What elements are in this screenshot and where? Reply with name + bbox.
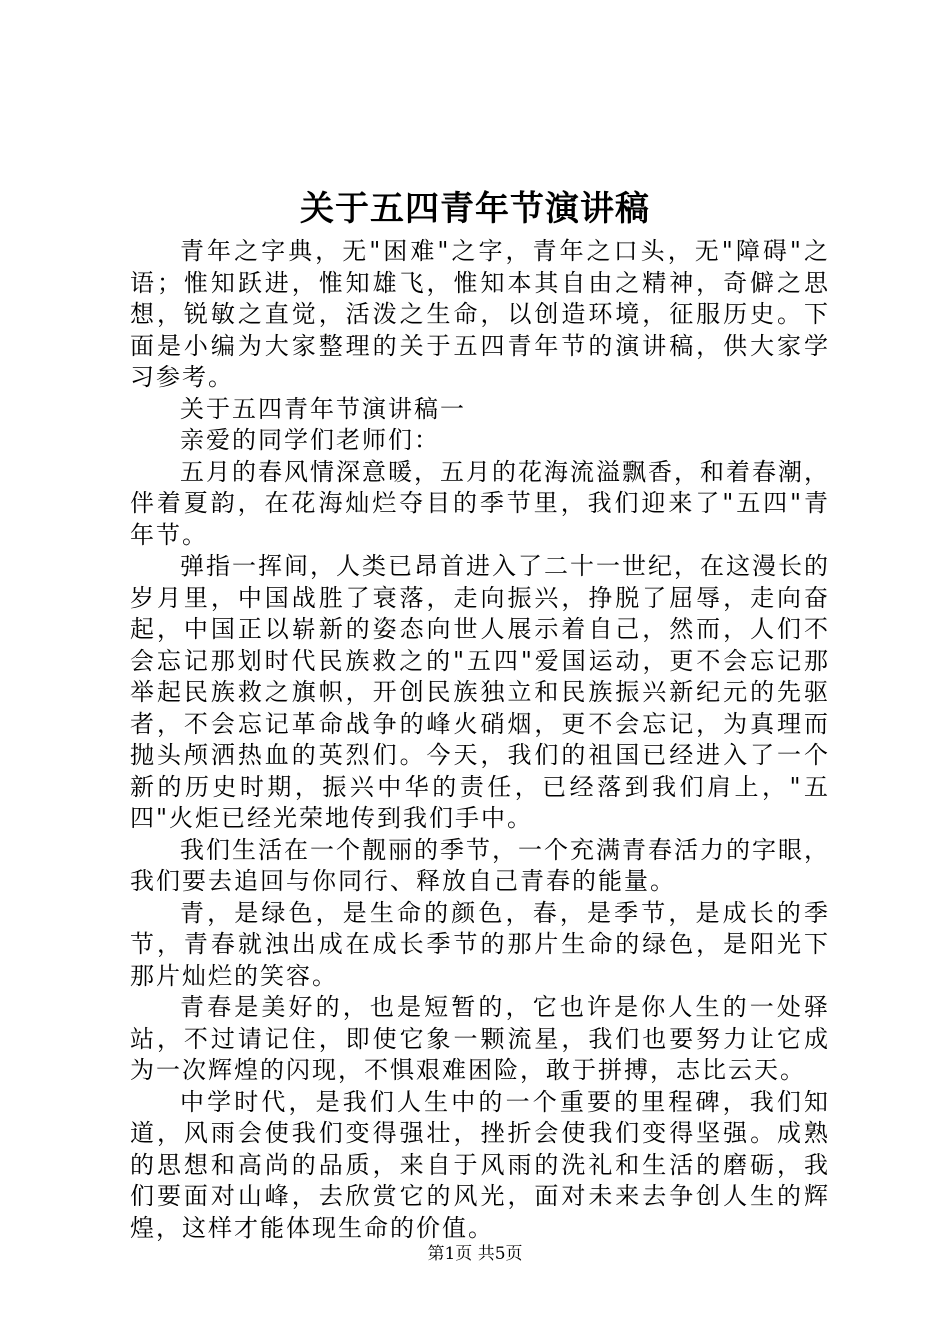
paragraph: 青春是美好的，也是短暂的，它也许是你人生的一处驿站，不过请记住，即使它象一颗流星，我们也要努力让它成为一次辉煌的闪现，不惧艰难困险，敢于拼搏，志比云天。: [130, 993, 830, 1084]
paragraph: 青年之字典，无"困难"之字，青年之口头，无"障碍"之语；惟知跃进，惟知雄飞，惟知本其自由之精神，奇僻之思想，锐敏之直觉，活泼之生命，以创造环境，征服历史。下面是小编为大家整理的关于五四青年节的演讲稿，供大家学习参考。: [130, 237, 830, 391]
paragraph: 我们生活在一个靓丽的季节，一个充满青春活力的字眼，我们要去追回与你同行、释放自己青春的能量。: [130, 835, 830, 895]
document-body: [130, 236, 830, 1244]
paragraph: 中学时代，是我们人生中的一个重要的里程碑，我们知道，风雨会使我们变得强壮，挫折会使我们变得坚强。成熟的思想和高尚的品质，来自于风雨的洗礼和生活的磨砺，我们要面对山峰，去欣赏它的风光，面对未来去争创人生的辉煌，这样才能体现生命的价值。: [130, 1087, 830, 1242]
salutation: 亲爱的同学们老师们：: [180, 426, 440, 454]
paragraph: 弹指一挥间，人类已昂首进入了二十一世纪，在这漫长的岁月里，中国战胜了衰落，走向振兴，挣脱了屈辱，走向奋起，中国正以崭新的姿态向世人展示着自己，然而，人们不会忘记那划时代民族救之的"五四"爱国运动，更不会忘记那举起民族救之旗帜，开创民族独立和民族振兴新纪元的先驱者，不会忘记革命战争的峰火硝烟，更不会忘记，为真理而抛头颅洒热血的英烈们。今天，我们的祖国已经进入了一个新的历史时期，振兴中华的责任，已经落到我们肩上，"五四"火炬已经光荣地传到我们手中。: [130, 552, 830, 832]
section-heading: 关于五四青年节演讲稿一: [180, 394, 466, 423]
paragraph: 青，是绿色，是生命的颜色，春，是季节，是成长的季节，青春就浊出成在成长季节的那片生命的绿色，是阳光下那片灿烂的笑容。: [130, 898, 830, 990]
document-title: 关于五四青年节演讲稿: [300, 189, 650, 229]
paragraph: 五月的春风情深意暖，五月的花海流溢飘香，和着春潮，伴着夏韵，在花海灿烂夺目的季节里，我们迎来了"五四"青年节。: [130, 457, 830, 549]
page-footer: 第1页 共5页: [427, 1244, 523, 1264]
